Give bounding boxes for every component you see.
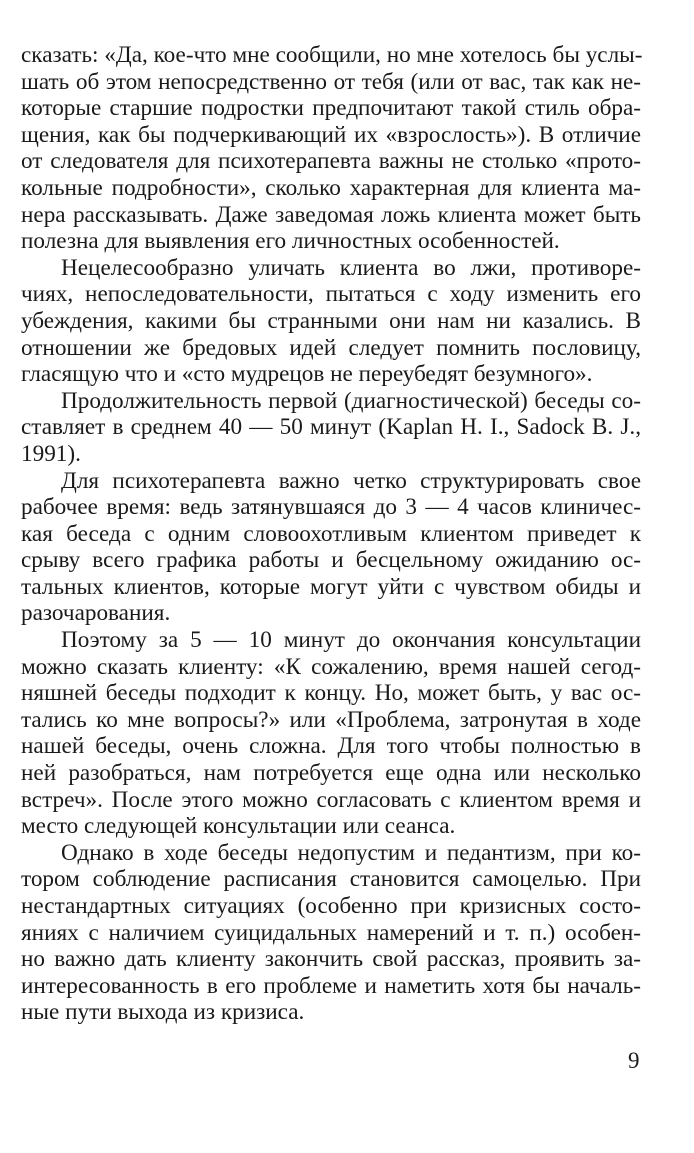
text-line: Поэтому за 5 — 10 минут до окончания консультации	[61, 627, 641, 654]
text-line: ные пути выхода из кризиса.	[21, 999, 305, 1026]
text-line: яниях с наличием суицидальных намерений и т. п.) особен-	[21, 919, 641, 946]
text-line: 1991).	[21, 440, 81, 467]
text-line: место следующей консультации или сеанса.	[21, 813, 456, 840]
text-line: ставляет в среднем 40 — 50 минут (Kaplan H. I., Sadock B. J.,	[21, 414, 641, 441]
text-line: няшней беседы подходит к концу. Но, может быть, у вас ос-	[21, 680, 641, 707]
text-line: Нецелесообразно уличать клиента во лжи, противоре-	[61, 254, 641, 281]
text-line: Продолжительность первой (диагностической) беседы со-	[61, 387, 641, 414]
text-line: встреч». После этого можно согласовать с клиентом время и	[21, 786, 641, 813]
text-line: убеждения, какими бы странными они нам ни казались. В	[21, 307, 641, 334]
text-line: сказать: «Да, кое-что мне сообщили, но мне хотелось бы услы-	[21, 42, 643, 68]
text-line: ней разобраться, нам потребуется еще одна или несколько	[21, 760, 641, 787]
text-line: можно сказать клиенту: «К сожалению, время нашей сегод-	[21, 653, 641, 680]
text-line: щения, как бы подчеркивающий их «взрослость»). В отличие	[21, 121, 641, 148]
text-line: тором соблюдение расписания становится самоцелью. При	[21, 866, 641, 893]
text-line: нестандартных ситуациях (особенно при кризисных состо-	[21, 893, 641, 919]
text-line: от следователя для психотерапевта важны не столько «прото-	[21, 148, 641, 175]
text-line: отношении же бредовых идей следует помнить пословицу,	[21, 334, 641, 361]
text-line: кольные подробности», сколько характерная для клиента ма-	[21, 174, 641, 201]
text-line: полезна для выявления его личностных особенностей.	[21, 228, 560, 255]
text-line: интересованность в его проблеме и наметить хотя бы началь-	[21, 972, 641, 999]
text-line: рабочее время: ведь затянувшаяся до 3 — 4 часов клиничес-	[21, 494, 641, 521]
text-line: чиях, непоследовательности, пытаться с ходу изменить его	[21, 281, 641, 308]
text-line: Однако в ходе беседы недопустим и педантизм, при ко-	[61, 839, 641, 866]
text-line: кая беседа с одним словоохотливым клиентом приведет к	[21, 520, 641, 547]
text-line: гласящую что и «сто мудрецов не переубедят безумного».	[21, 361, 593, 388]
body-text	[21, 42, 641, 1026]
text-line: но важно дать клиенту закончить свой рассказ, проявить за-	[21, 946, 641, 973]
text-line: срыву всего графика работы и бесцельному ожиданию ос-	[21, 547, 641, 574]
text-line: нашей беседы, очень сложна. Для того чтобы полностью в	[21, 733, 641, 760]
text-line: тальных клиентов, которые могут уйти с чувством обиды и	[21, 573, 641, 600]
page-number: 9	[628, 1048, 640, 1073]
text-line: Для психотерапевта важно четко структурировать свое	[61, 467, 641, 494]
text-line: разочарования.	[21, 600, 171, 627]
text-line: шать об этом непосредственно от тебя (или от вас, так как не-	[21, 68, 641, 95]
text-line: которые старшие подростки предпочитают такой стиль обра-	[21, 95, 641, 122]
text-line: тались ко мне вопросы?» или «Проблема, затронутая в ходе	[21, 706, 641, 733]
text-line: нера рассказывать. Даже заведомая ложь клиента может быть	[21, 201, 641, 228]
